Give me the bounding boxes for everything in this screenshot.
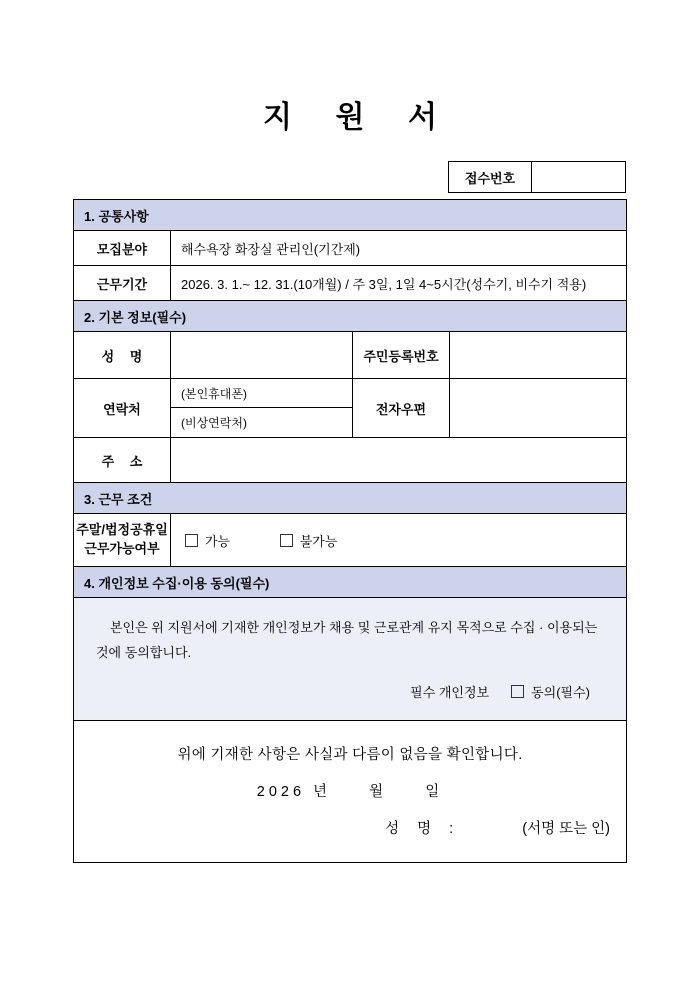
receipt-number-label: 접수번호 xyxy=(449,162,532,192)
section-heading-common: 1. 공통사항 xyxy=(74,200,627,231)
table-row xyxy=(74,438,627,483)
contact-label: 연락처 xyxy=(74,379,171,438)
section-heading-basic: 2. 기본 정보(필수) xyxy=(74,301,627,332)
declaration-month: 월 xyxy=(369,784,388,801)
section-heading-privacy: 4. 개인정보 수집·이용 동의(필수) xyxy=(74,567,627,598)
recruit-field-value: 해수욕장 화장실 관리인(기간제) xyxy=(171,231,627,266)
address-input[interactable] xyxy=(171,438,627,483)
table-row xyxy=(74,379,627,438)
table-row xyxy=(74,332,627,379)
weekend-work-label-line1: 주말/법정공휴일 xyxy=(76,522,168,538)
receipt-number-box xyxy=(448,161,626,193)
declaration-block xyxy=(74,721,627,863)
privacy-agree-label: 동의(필수) xyxy=(531,685,590,701)
page-title: 지 원 서 xyxy=(263,101,455,134)
application-form-table xyxy=(73,199,627,863)
work-period-label: 근무기간 xyxy=(74,266,171,301)
work-period-value: 2026. 3. 1.~ 12. 31.(10개월) / 주 3일, 1일 4~5시간(성수기, 비수기 적용) xyxy=(171,266,627,301)
checkbox-icon[interactable] xyxy=(280,534,293,547)
table-row xyxy=(74,567,627,598)
rrn-input[interactable] xyxy=(450,332,627,379)
privacy-consent-text: 본인은 위 지원서에 기재한 개인정보가 채용 및 근로관계 유지 목적으로 수집 · 이용되는 것에 동의합니다. xyxy=(96,620,598,660)
table-row xyxy=(74,200,627,231)
checkbox-icon[interactable] xyxy=(511,685,524,698)
contact-mobile-input[interactable]: (본인휴대폰) xyxy=(171,380,352,408)
table-row xyxy=(74,231,627,266)
name-input[interactable] xyxy=(171,332,353,379)
privacy-required-label: 필수 개인정보 xyxy=(410,685,490,701)
option-available[interactable] xyxy=(185,534,230,549)
email-input[interactable] xyxy=(450,379,627,438)
email-label: 전자우편 xyxy=(353,379,450,438)
table-row xyxy=(74,483,627,514)
declaration-day: 일 xyxy=(425,784,444,801)
declaration-year: 2026 년 xyxy=(256,784,332,801)
declaration-name-label: 성 명 : xyxy=(385,821,461,838)
weekend-work-label-line2: 근무가능여부 xyxy=(84,541,160,556)
weekend-work-options xyxy=(171,514,627,567)
name-label: 성 명 xyxy=(74,332,171,379)
declaration-sign-note: (서명 또는 인) xyxy=(522,821,610,838)
table-row xyxy=(74,266,627,301)
section-heading-work: 3. 근무 조건 xyxy=(74,483,627,514)
privacy-consent-block xyxy=(74,598,627,721)
table-row xyxy=(74,514,627,567)
option-unavailable-label: 불가능 xyxy=(299,533,338,549)
option-unavailable[interactable] xyxy=(280,534,338,549)
privacy-consent-signature-row xyxy=(96,681,604,706)
declaration-date xyxy=(74,780,626,801)
address-label: 주 소 xyxy=(74,438,171,483)
declaration-signature-row xyxy=(74,817,626,838)
weekend-work-label xyxy=(74,514,171,567)
checkbox-icon[interactable] xyxy=(185,534,198,547)
contact-emergency-input[interactable]: (비상연락처) xyxy=(181,415,247,430)
receipt-number-input[interactable] xyxy=(532,162,625,192)
option-available-label: 가능 xyxy=(205,533,231,549)
rrn-label: 주민등록번호 xyxy=(353,332,450,379)
recruit-field-label: 모집분야 xyxy=(74,231,171,266)
table-row xyxy=(74,301,627,332)
declaration-text: 위에 기재한 사항은 사실과 다름이 없음을 확인합니다. xyxy=(177,747,523,764)
table-row xyxy=(74,721,627,863)
table-row xyxy=(74,598,627,721)
